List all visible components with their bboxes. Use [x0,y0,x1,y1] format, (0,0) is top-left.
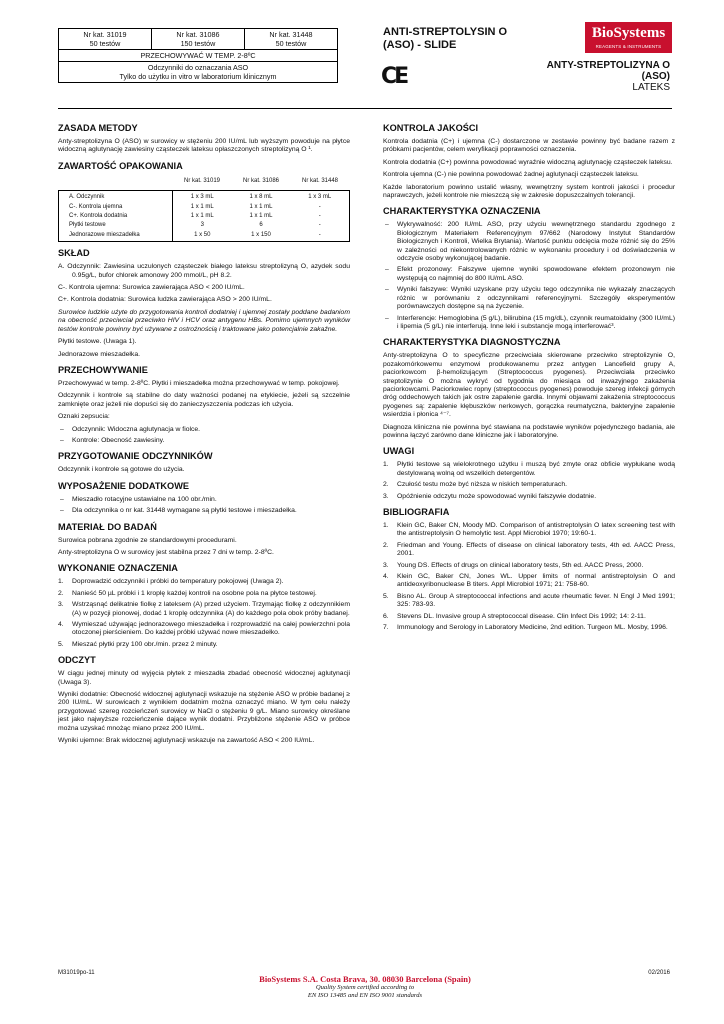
list-item: – Kontrole: Obecność zawiesiny. [58,437,350,445]
paragraph: Wyniki dodatnie: Obecność widocznej aglutynacji wskazuje na stężenie ASO w próbie badanej ≥ 200 IU/mL. W surowicach z wynikiem dodatnim można oznaczyć miano. W tym celu należy przygotować szereg rozcieńczeń surowicy w NaCl o stężeniu 9 g/L. Miano surowicy określane jest jako najwyższe rozcieńczenie dające wynik dodatni. Przybliżone stężenie ASO w próbce można uzyskać mnożąc miano przez 200 IU/mL. [58,691,350,732]
paragraph: C-. Kontrola ujemna: Surowica zawierająca ASO < 200 IU/mL. [58,284,245,292]
product-title-pl: ANTY-STREPTOLIZYNA O (ASO) LATEKS [546,60,670,93]
brand-name: BioSystems [591,25,666,41]
kit-cell: Nr kat. 31019 50 testów [59,29,152,50]
header-divider [58,108,672,109]
list-item: 4. Wymieszać używając jednorazowego mieszadełka i rozprowadzić na całej powierzchni pola otoczonej pierścieniem. Do każdej próbki używać nowe mieszadełko. [58,621,350,637]
footer-company [200,974,530,1000]
section-title: ODCZYT [58,655,96,666]
paragraph: A. Odczynnik: Zawiesina uczulonych cząsteczek białego lateksu streptolizyną O, azydek sodu 0.95g/L, bufor chlorek amonowy 200 mmol/L, pH 8.2. [58,263,350,279]
paragraph: W ciągu jednej minuty od wyjęcia płytek z mieszadła zbadać obecność widocznej aglutynacji (Uwaga 3). [58,670,350,686]
ce-mark-icon: CE [381,64,407,89]
list-item: 1. Doprowadzić odczynniki i próbki do temperatury pokojowej (Uwaga 2). [58,578,284,586]
section-title: SKŁAD [58,248,90,259]
list-item: 7. Immunology and Serology in Laboratory Medicine, 2nd edition. Turgeon ML. Mosby, 1996. [383,624,668,632]
list-item: 3. Opóźnienie odczytu może spowodować wyniki fałszywie dodatnie. [383,492,597,500]
kit-cell: Nr kat. 31448 50 testów [244,29,337,50]
section-title: CHARAKTERYSTYKA OZNACZENIA [383,206,541,217]
list-item: – Odczynnik: Widoczna aglutynacja w fiolce. [58,426,350,434]
paragraph: Oznaki zepsucia: [58,413,110,421]
paragraph: Płytki testowe. (Uwaga 1). [58,338,137,346]
contents-table [58,176,350,242]
table-header: Nr kat. 31448 [301,177,339,184]
table-row: Jednorazowe mieszadełka 1 x 50 1 x 150 - [59,231,350,242]
quality-line: EN ISO 13485 and EN ISO 9001 standards [307,992,423,999]
document-code: M31019po-11 [58,970,95,976]
list-item: 1. Płytki testowe są wielokrotnego użytku i muszą być zmyte oraz obficie wypłukane wodą destylowaną wolną od wszelkich detergentów. [383,461,675,477]
paragraph: Kontrola dodatnia (C+) i ujemna (C-) dostarczone w zestawie powinny być badane razem z próbkami pacjentów, celem weryfikacji poprawności oznaczenia. [383,138,675,154]
list-item: – Efekt prozonowy: Fałszywe ujemne wyniki spowodowane efektem prozonowym nie występują co najmniej do 800 IU/mL ASO. [383,266,675,283]
list-item: 3. Young DS. Effects of drugs on clinical laboratory tests, 5th ed. AACC Press, 2000. [383,561,644,569]
section-title: BIBLIOGRAFIA [383,507,450,517]
bullet-list [58,496,350,516]
paragraph: Surowica pobrana zgodnie ze standardowymi procedurami. [58,536,237,544]
table-row: A. Odczynnik 1 x 3 mL 1 x 8 mL 1 x 3 mL [59,191,350,203]
bullet-list [383,221,675,331]
section-title: WYKONANIE OZNACZENIA [58,563,178,574]
paragraph: Kontrola dodatnia (C+) powinna powodować wyraźnie widoczną aglutynację cząsteczek lateksu. [383,158,673,166]
table-row: Płytki testowe 3 6 - [59,221,350,230]
company-address: Costa Brava, 30. 08030 Barcelona (Spain) [320,974,471,984]
section-title: UWAGI [383,446,415,457]
bibliography-list [383,522,675,632]
numbered-list [58,578,350,649]
right-column [383,117,675,636]
intended-use: Odczynniki do oznaczania ASO Tylko do użytku in vitro w laboratorium klinicznym [59,62,338,83]
section-title: MATERIAŁ DO BADAŃ [58,521,157,532]
list-item: 4. Klein GC, Baker CN, Jones WL. Upper limits of normal antistreptolysin O and antideoxyribonuclease B titers. Appl Microbiol 1971; 21: 758-60. [383,573,675,589]
kit-header-table [58,28,338,83]
list-item: 1. Klein GC, Baker CN, Moody MD. Comparison of antistreptolysin O latex screening test with the antistreptolysin O hemolytic test. Appl Microbiol 1970; 19:60-1. [383,522,675,538]
section-title: ZAWARTOŚĆ OPAKOWANIA [58,160,183,171]
list-item: 6. Stevens DL. Invasive group A streptococcal disease. Clin Infect Dis 1992; 14: 2-11. [383,612,646,620]
list-item: – Dla odczynnika o nr kat. 31448 wymagane są płytki testowe i mieszadełka. [58,507,350,515]
paragraph: Jednorazowe mieszadełka. [58,350,140,358]
list-item: – Mieszadło rotacyjne ustawialne na 100 obr./min. [58,496,350,504]
list-item: 2. Friedman and Young. Effects of disease on clinical laboratory tests, 4th ed. AACC Press, 2001. [383,541,675,558]
paragraph: Odczynnik i kontrole są gotowe do użycia. [58,466,185,474]
company-name: BioSystems S.A. [259,974,318,984]
kit-cell: Nr kat. 31086 150 testów [151,29,244,50]
table-row: C+. Kontrola dodatnia 1 x 1 mL 1 x 1 mL - [59,212,350,221]
numbered-list [383,461,675,501]
paragraph: C+. Kontrola dodatnia: Surowica ludzka zawierająca ASO > 200 IU/mL. [58,296,272,304]
section-title: ZASADA METODY [58,123,138,133]
paragraph: Każde laboratorium powinno ustalić własny, wewnętrzny system kontroli jakości i procedur naprawczych, jeżeli kontrole nie mieszczą się w zakresie dopuszczalnych tolerancji. [383,183,675,200]
list-item: 3. Wstrząsnąć delikatnie fiolkę z lateksem (A) przed użyciem. Trzymając fiolkę z odczynnikiem (A) w pozycji pionowej, dodać 1 kroplę odczynnika (A) do każdego pola obok próby badanej. [58,601,350,617]
section-title: CHARAKTERYSTYKA DIAGNOSTYCZNA [383,337,561,348]
list-item: – Wykrywalność: 200 IU/mL ASO, przy użyciu wewnętrznego standardu zgodnego z Biologicznym Materiałem Referencyjnym 97/662 (Narodowy Instytut Standardów Biologicznych i Kontroli, Wielka Brytania). Wartość punktu odcięcia może różnić się do 25% w zależności od niekontrolowanych różnic w wykonaniu procedury i od doświadczenia w odczycie osoby wykonującej badanie. [383,221,675,263]
paragraph: Anty-streptolizyna O w surowicy jest stabilna przez 7 dni w temp. 2-8ºC. [58,548,274,556]
left-column [58,117,350,749]
list-item: – Wyniki fałszywe: Wyniki uzyskane przy użyciu tego odczynnika nie wykazały znaczących różnic w porównaniu z odczynnikami referencyjnymi. Szczegóły eksperymentów porównawczych dostępne są na życzenie. [383,286,675,311]
storage-note: PRZECHOWYWAĆ W TEMP. 2-8ºC [59,50,338,62]
document-date: 02/2016 [648,970,670,976]
section-title: PRZECHOWYWANIE [58,364,148,375]
list-item: – Interferencje: Hemoglobina (5 g/L), bilirubina (15 mg/dL), czynnik reumatoidalny (300 IU/mL) i lipemia (5 g/L) nie interferują. Inne leki i substancje mogą interferować³. [383,315,675,332]
paragraph: Odczynnik i kontrole są stabilne do daty ważności podanej na etykiecie, jeżeli są szczelnie zamknięte oraz jeżeli nie dopuści się do zanieczyszczenia podczas ich użycia. [58,392,350,408]
paragraph: Kontrola ujemna (C-) nie powinna powodować żadnej aglutynacji cząsteczek lateksu. [383,171,639,179]
list-item: 5. Mieszać płytki przy 100 obr./min. przez 2 minuty. [58,640,218,648]
list-item: 2. Nanieść 50 µL próbki i 1 kroplę każdej kontroli na osobne pola na płytce testowej. [58,589,317,597]
paragraph: Wyniki ujemne: Brak widocznej aglutynacji wskazuje na zawartość ASO < 200 IU/mL. [58,737,315,745]
paragraph: Anty-streptolizyna O to specyficzne przeciwciała skierowane przeciwko streptolizynie O, pozakomórkowemu enzymowi produkowanemu przez antygen Lancefield grupy A, paciorkowcom β-hemolizującym (Streptococcus pyogenes). Przeciwciała przeciwko streptolizynie O można wykryć od tygodnia do miesiąca od inwazyjnego zakażenia paciorkowcami. Paciorkowiec ropny (streptococcus pyogenes) powoduje szereg infekcji górnych dróg oddechowych takich jak ostre zapalenie gardła. Innymi objawami zakażenia streptococcus pyogenes są: zapalenie kłębuszków nerkowych, gorączka reumatyczna, bakteryjne zapalenie wsierdzia i płonica ⁴⁻⁷. [383,352,675,419]
paragraph: Surowice ludzkie użyte do przygotowania kontroli dodatniej i ujemnej zostały poddane badaniom na obecność przeciwciał przeciwko HIV i HCV oraz antygenu HBs. Pomimo ujemnych wyników testów kontrole powinny być używane z ostrożnością i traktowane jako potencjalnie zakaźne. [58,308,350,333]
quality-line: Quality System certified according to [315,984,415,991]
brand-tagline: REAGENTS & INSTRUMENTS [595,44,662,49]
paragraph: Diagnoza kliniczna nie powinna być stawiana na podstawie wyników pojedynczego badania, ale powinna łączyć zarówno dane kliniczne jak i laboratoryjne. [383,423,675,439]
bullet-list [58,426,350,446]
section-title: WYPOSAŻENIE DODATKOWE [58,480,190,491]
biosystems-logo [585,22,672,53]
list-item: 5. Bisno AL. Group A streptococcal infections and acute rheumatic fever. N Engl J Med 1991; 325: 783-93. [383,592,675,609]
section-title: PRZYGOTOWANIE ODCZYNNIKÓW [58,451,213,462]
list-item: 2. Czułość testu może być niższa w niskich temperaturach. [383,481,567,489]
section-title: KONTROLA JAKOŚCI [383,123,479,133]
product-title: ANTI-STREPTOLYSIN O (ASO) - SLIDE [383,26,508,51]
table-header: Nr kat. 31086 [242,177,280,184]
paragraph: Przechowywać w temp. 2-8ºC. Płytki i mieszadełka można przechowywać w temp. pokojowej. [58,379,340,387]
table-row: C-. Kontrola ujemna 1 x 1 mL 1 x 1 mL - [59,203,350,212]
table-header: Nr kat. 31019 [183,177,221,184]
paragraph: Anty-streptolizyna O (ASO) w surowicy w stężeniu 200 IU/mL lub wyższym powoduje na płytce widoczną aglutynację zawiesiny cząsteczek lateksu opłaszczonych streptolizyną O ¹. [58,138,350,154]
